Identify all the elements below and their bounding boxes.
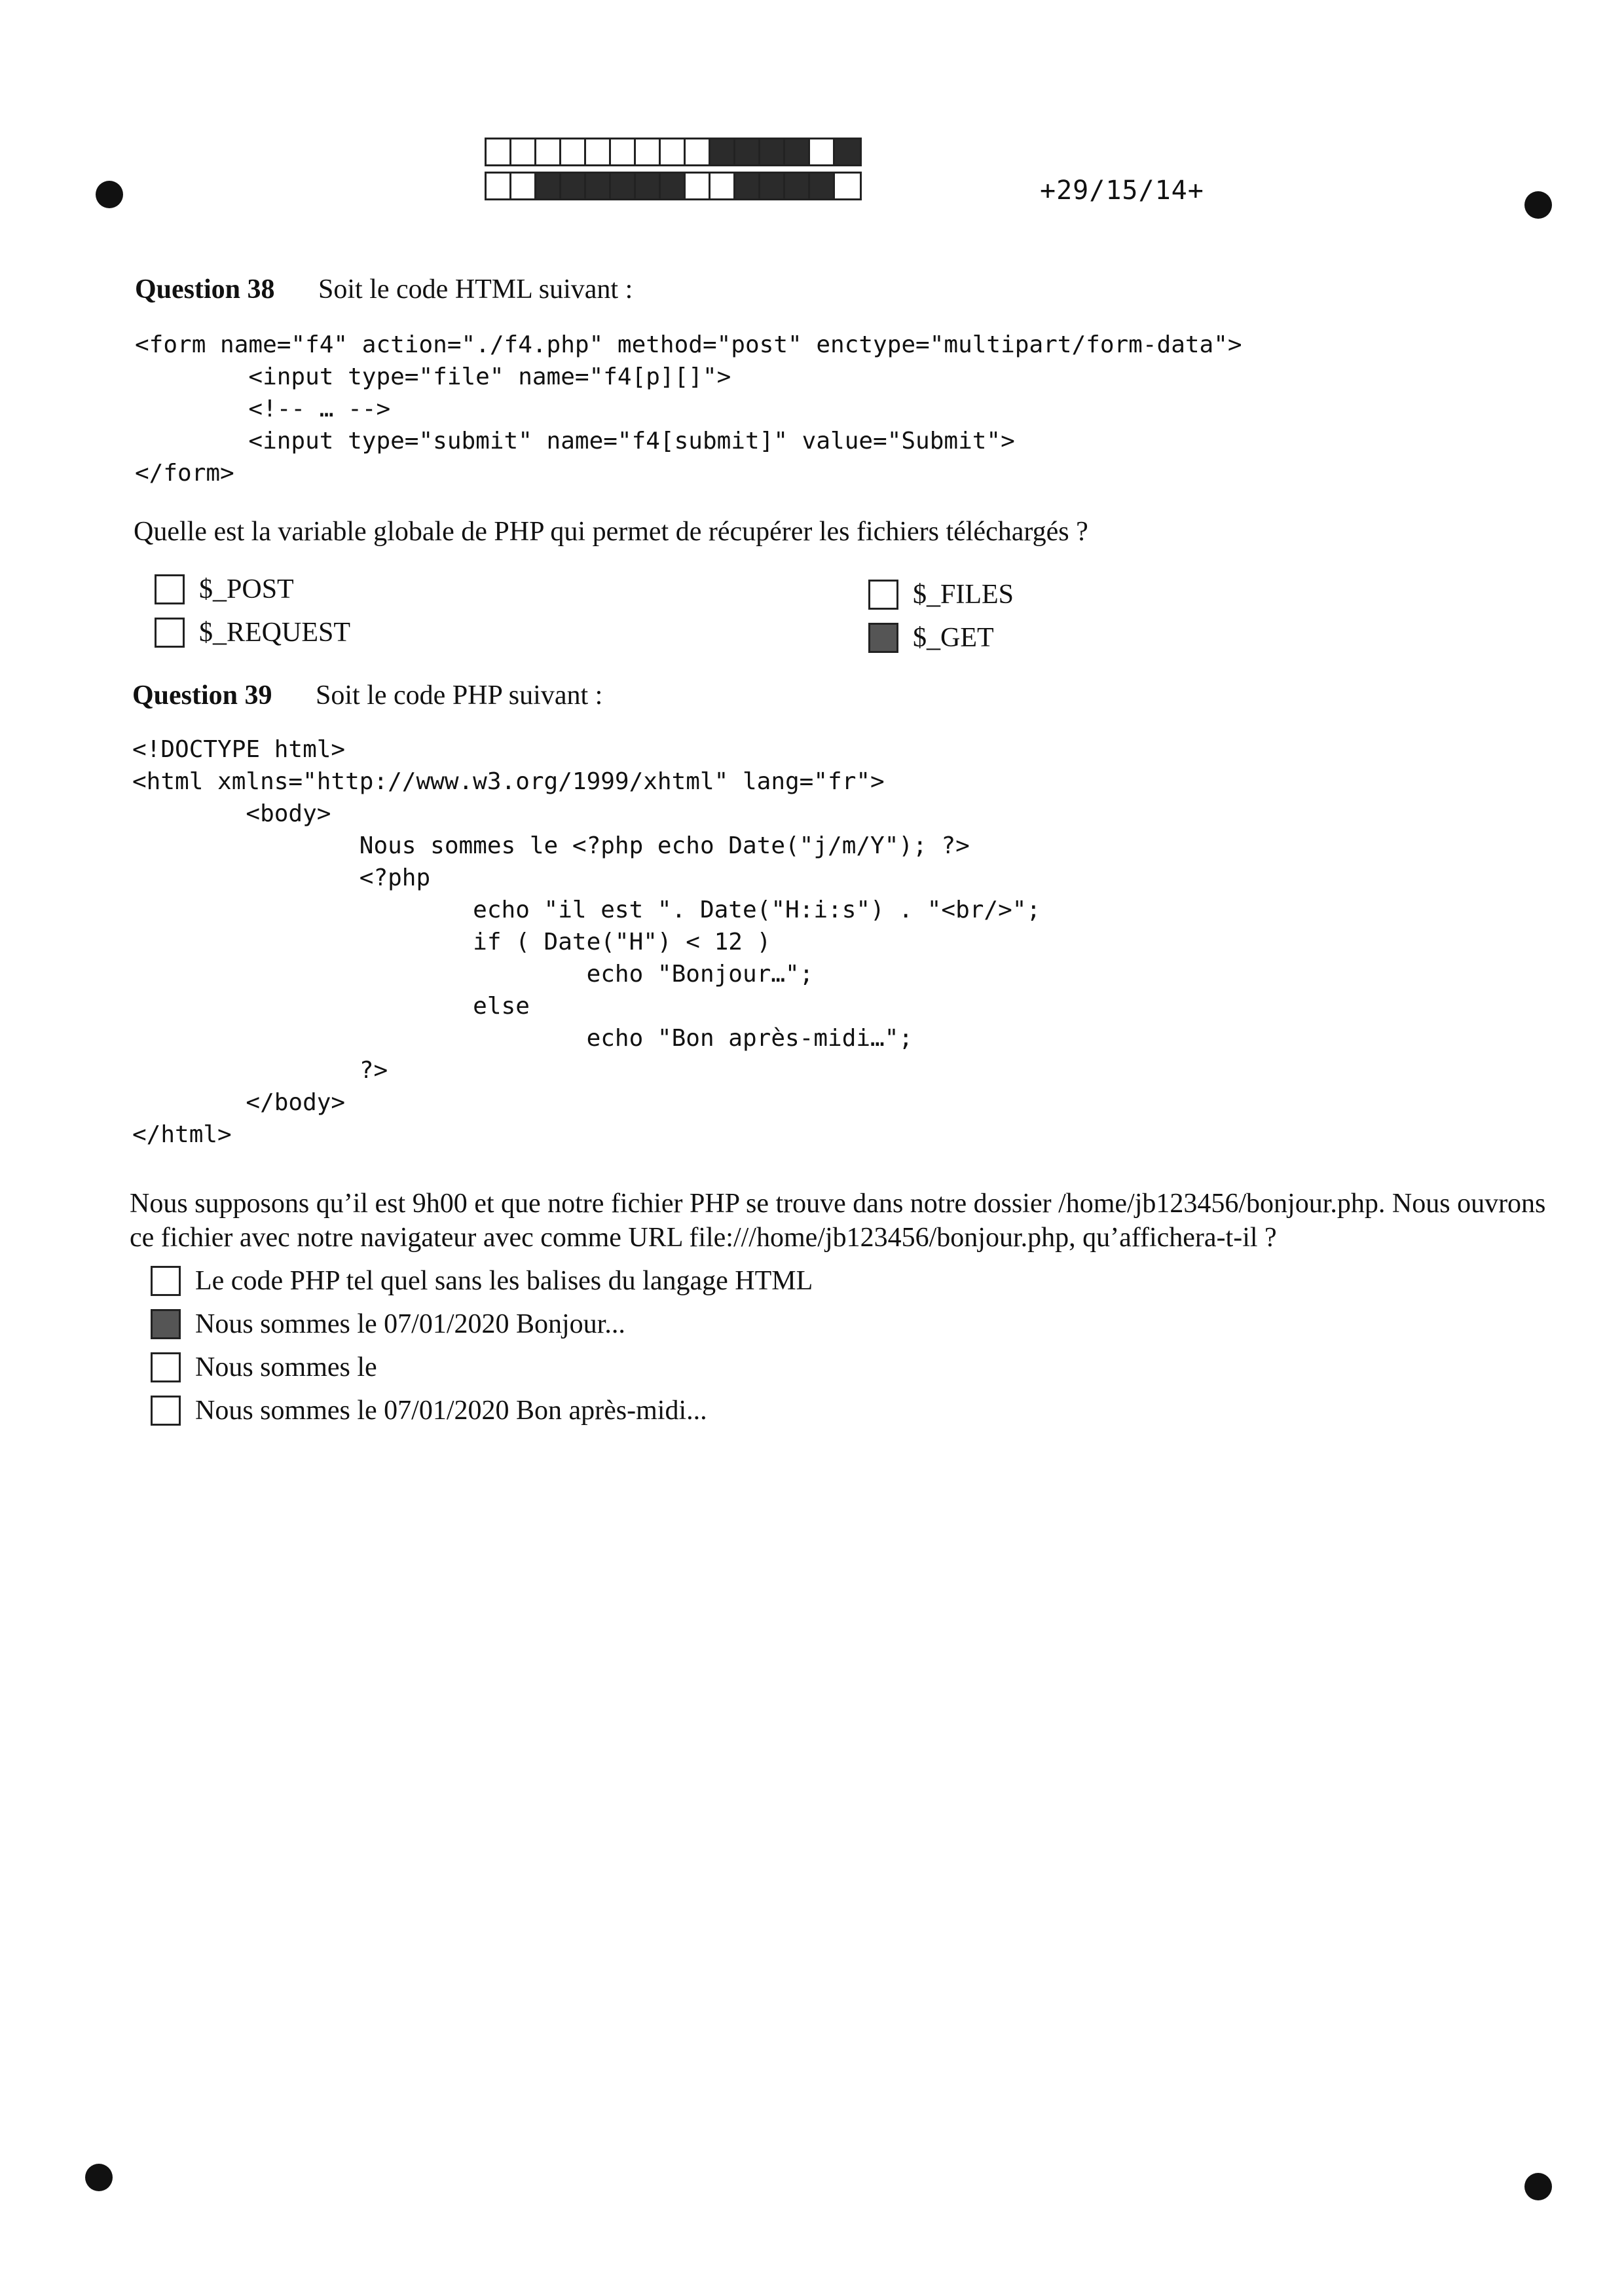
code-line: </html>: [132, 1121, 232, 1148]
code-line: else: [132, 993, 530, 1020]
checkbox[interactable]: [151, 1352, 181, 1382]
q39-choice-apres-midi[interactable]: [151, 1395, 707, 1426]
q38-choice-get[interactable]: [868, 622, 994, 654]
code-line: Nous sommes le <?php echo Date("j/m/Y"); ?>: [132, 832, 970, 859]
code-line: echo "Bon après-midi…";: [132, 1025, 913, 1052]
barcode-cell: [810, 139, 835, 164]
barcode-cell: [611, 139, 636, 164]
prompt-line: Nous supposons qu’il est 9h00 et que notre fichier PHP se trouve dans notre dossier /home/jb123456/bonjour.php. Nous ouvrons: [130, 1189, 1546, 1219]
q38-choice-files[interactable]: [868, 579, 1014, 610]
barcode-cell: [536, 139, 561, 164]
choice-label: Nous sommes le 07/01/2020 Bonjour...: [195, 1309, 625, 1339]
q38-choice-post[interactable]: [155, 574, 294, 605]
sheet-id: +29/15/14+: [1040, 176, 1204, 206]
barcode-cell: [611, 174, 636, 198]
barcode-cell: [586, 139, 611, 164]
barcode-cell: [710, 139, 735, 164]
question-38-code-block: [135, 329, 1242, 489]
barcode-cell: [636, 139, 661, 164]
barcode-cell: [661, 174, 686, 198]
q39-choice-bonjour[interactable]: [151, 1308, 625, 1340]
code-line: echo "il est ". Date("H:i:s") . "<br/>";: [132, 897, 1041, 923]
barcode-cell: [561, 174, 586, 198]
barcode-cell: [586, 174, 611, 198]
checkbox[interactable]: [151, 1266, 181, 1296]
question-39-prompt: [130, 1187, 1545, 1255]
code-line: <form name="f4" action="./f4.php" method="post" enctype="multipart/form-data">: [135, 331, 1242, 358]
choice-label: Nous sommes le: [195, 1352, 377, 1382]
code-line: <input type="file" name="f4[p][]">: [135, 363, 731, 390]
question-39-header: [132, 680, 602, 711]
barcode-cell: [561, 139, 586, 164]
prompt-line: ce fichier avec notre navigateur avec comme URL file:///home/jb123456/bonjour.php, qu’affichera-t-il ?: [130, 1223, 1277, 1253]
checkbox[interactable]: [155, 618, 185, 648]
q38-choice-request[interactable]: [155, 617, 350, 648]
code-line: ?>: [132, 1057, 388, 1084]
q39-choice-php-code[interactable]: [151, 1265, 813, 1297]
question-number: Question 39: [132, 680, 272, 711]
barcode-cell: [785, 139, 810, 164]
code-line: <html xmlns="http://www.w3.org/1999/xhtml" lang="fr">: [132, 768, 885, 795]
question-39-code-block: [132, 733, 1041, 1151]
barcode-cell: [536, 174, 561, 198]
checkbox[interactable]: [868, 580, 898, 610]
question-intro: Soit le code HTML suivant :: [318, 274, 633, 305]
code-line: if ( Date("H") < 12 ): [132, 929, 771, 955]
barcode-cell: [686, 174, 710, 198]
barcode-cell: [835, 174, 860, 198]
code-line: echo "Bonjour…";: [132, 961, 814, 988]
barcode-cell: [487, 139, 511, 164]
registration-mark-top-right: [1524, 191, 1552, 219]
code-line: <input type="submit" name="f4[submit]" value="Submit">: [135, 428, 1015, 454]
code-line: <body>: [132, 800, 331, 827]
question-number: Question 38: [135, 274, 275, 305]
barcode-cell: [661, 139, 686, 164]
q39-choice-nous-sommes[interactable]: [151, 1352, 377, 1383]
barcode-cell: [735, 139, 760, 164]
checkbox[interactable]: [155, 574, 185, 604]
registration-mark-bottom-right: [1524, 2173, 1552, 2200]
checkbox[interactable]: [151, 1309, 181, 1339]
question-38-header: [135, 274, 633, 305]
barcode-cell: [511, 139, 536, 164]
checkbox[interactable]: [151, 1396, 181, 1426]
barcode-cell: [735, 174, 760, 198]
choice-label: $_FILES: [913, 580, 1014, 610]
barcode-cell: [710, 174, 735, 198]
choice-label: Nous sommes le 07/01/2020 Bon après-midi...: [195, 1396, 707, 1426]
code-line: <!DOCTYPE html>: [132, 736, 346, 763]
code-line: <!-- … -->: [135, 396, 391, 422]
checkbox[interactable]: [868, 623, 898, 653]
sheet-barcode-row-2: [485, 172, 862, 200]
code-line: </body>: [132, 1089, 346, 1116]
barcode-cell: [835, 139, 860, 164]
question-38-prompt: Quelle est la variable globale de PHP qui permet de récupérer les fichiers téléchargés ?: [134, 517, 1088, 547]
code-line: </form>: [135, 460, 234, 487]
barcode-cell: [686, 139, 710, 164]
barcode-cell: [760, 139, 785, 164]
registration-mark-bottom-left: [85, 2164, 113, 2191]
choice-label: $_POST: [199, 574, 294, 604]
barcode-cell: [636, 174, 661, 198]
choice-label: $_REQUEST: [199, 618, 350, 648]
choice-label: $_GET: [913, 623, 994, 653]
question-intro: Soit le code PHP suivant :: [316, 680, 603, 711]
registration-mark-top-left: [96, 181, 123, 208]
barcode-cell: [511, 174, 536, 198]
barcode-cell: [785, 174, 810, 198]
barcode-cell: [487, 174, 511, 198]
barcode-cell: [760, 174, 785, 198]
barcode-cell: [810, 174, 835, 198]
choice-label: Le code PHP tel quel sans les balises du langage HTML: [195, 1266, 813, 1296]
sheet-barcode-row-1: [485, 138, 862, 166]
code-line: <?php: [132, 864, 431, 891]
